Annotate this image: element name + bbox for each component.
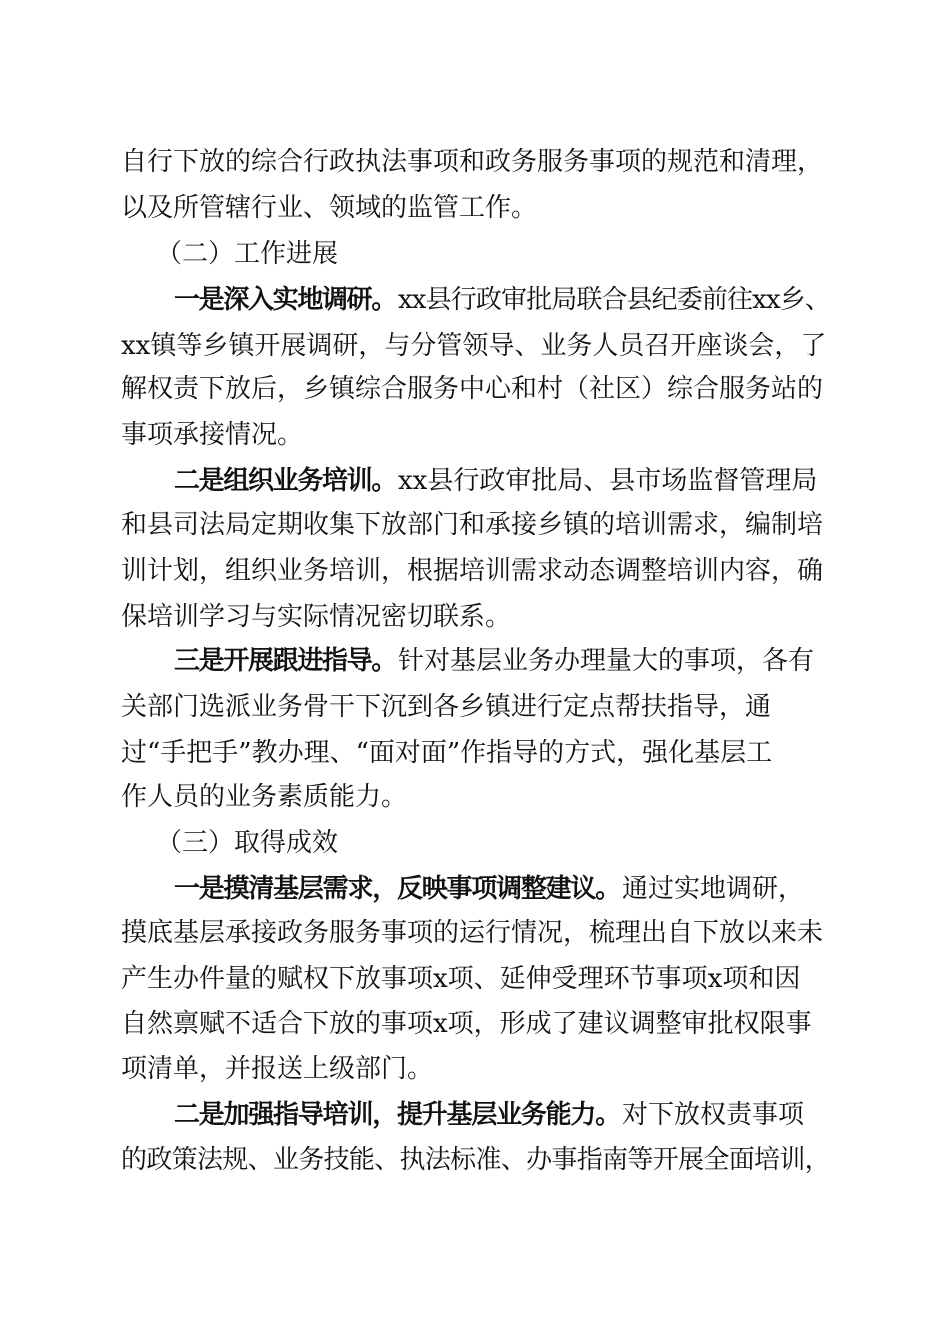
line-text: 对下放权责事项: [622, 1100, 805, 1130]
line-text: 保培训学习与实际情况密切联系。: [121, 602, 512, 632]
body-line: [0, 188, 950, 228]
line-text: 项清单，并报送上级部门。: [121, 1054, 434, 1084]
body-line: [0, 415, 950, 455]
line-text: 和县司法局定期收集下放部门和承接乡镇的培训需求，编制培: [121, 510, 824, 540]
body-line: [0, 1095, 950, 1135]
body-line: [0, 369, 950, 409]
line-text: 过“手把手”教办理、“面对面”作指导的方式，强化基层工: [121, 738, 773, 768]
line-text: 摸底基层承接政务服务事项的运行情况，梳理出自下放以来未: [121, 918, 824, 948]
heading-text: （二）工作进展: [156, 239, 339, 269]
line-text: 关部门选派业务骨干下沉到各乡镇进行定点帮扶指导，通: [121, 692, 772, 722]
body-line: [0, 641, 950, 681]
body-line: [0, 913, 950, 953]
line-text: xx县行政审批局联合县纪委前往xx乡、: [398, 285, 830, 315]
lead-phrase: 一是深入实地调研。: [174, 285, 396, 315]
body-line: [0, 142, 950, 182]
body-line: [0, 1140, 950, 1180]
body-line: [0, 1049, 950, 1089]
lead-phrase: 二是组织业务培训。: [174, 466, 396, 496]
line-text: xx镇等乡镇开展调研，与分管领导、业务人员召开座谈会，了: [121, 331, 827, 361]
body-line: [0, 687, 950, 727]
section-heading: [0, 234, 950, 274]
heading-text: （三）取得成效: [156, 828, 339, 858]
line-text: 作人员的业务素质能力。: [121, 782, 408, 812]
body-line: [0, 461, 950, 501]
body-line: [0, 733, 950, 773]
line-text: 产生办件量的赋权下放事项x项、延伸受理环节事项x项和因: [121, 964, 801, 994]
body-line: [0, 597, 950, 637]
line-text: 以及所管辖行业、领域的监管工作。: [121, 193, 538, 223]
body-line: [0, 280, 950, 320]
line-text: xx县行政审批局、县市场监督管理局: [398, 466, 818, 496]
lead-phrase: 二是加强指导培训，提升基层业务能力。: [174, 1100, 620, 1130]
line-text: 事项承接情况。: [121, 420, 304, 450]
line-text: 的政策法规、业务技能、执法标准、办事指南等开展全面培训，: [121, 1145, 830, 1175]
body-line: [0, 505, 950, 545]
body-line: [0, 959, 950, 999]
line-text: 训计划，组织业务培训，根据培训需求动态调整培训内容，确: [121, 556, 824, 586]
line-text: 自行下放的综合行政执法事项和政务服务事项的规范和清理，: [121, 147, 824, 177]
line-text: 解权责下放后，乡镇综合服务中心和村（社区）综合服务站的: [121, 374, 824, 404]
body-line: [0, 551, 950, 591]
line-text: 通过实地调研，: [622, 874, 805, 904]
lead-phrase: 三是开展跟进指导。: [174, 646, 396, 676]
body-line: [0, 326, 950, 366]
line-text: 针对基层业务办理量大的事项，各有: [398, 646, 815, 676]
body-line: [0, 869, 950, 909]
line-text: 自然禀赋不适合下放的事项x项，形成了建议调整审批权限事: [121, 1009, 812, 1039]
body-line: [0, 1004, 950, 1044]
section-heading: [0, 823, 950, 863]
body-line: [0, 777, 950, 817]
lead-phrase: 一是摸清基层需求，反映事项调整建议。: [174, 874, 620, 904]
